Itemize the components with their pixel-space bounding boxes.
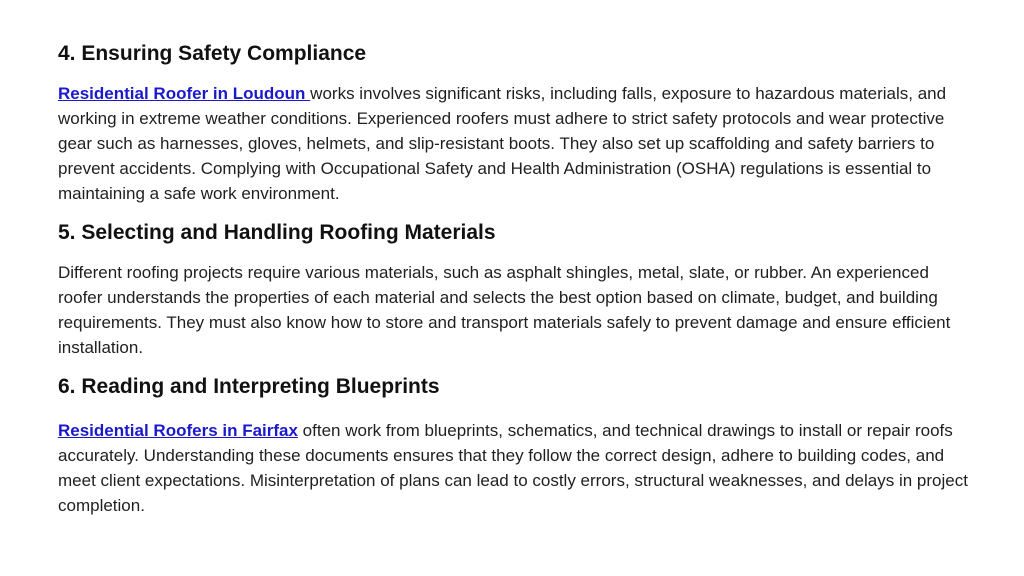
residential-roofers-fairfax-link[interactable]: Residential Roofers in Fairfax [58, 421, 298, 440]
section-body-text: works involves significant risks, including falls, exposure to hazardous materials, and working in extreme weather conditions. Experienced roofers must adhere to strict safety protocols and wear protective gear such as harnesses, gloves, helmets, and slip-resistant boots. They also set up scaffolding and safety barriers to prevent accidents. Complying with Occupational Safety and Health Administration (OSHA) regulations is essential to maintaining a safe work environment. [58, 84, 947, 203]
residential-roofer-loudoun-link[interactable]: Residential Roofer in Loudoun [58, 84, 311, 103]
section-heading-blueprints: 6. Reading and Interpreting Blueprints [58, 375, 440, 398]
section-body-safety-compliance [58, 81, 968, 206]
section-body-blueprints [58, 418, 968, 518]
section-heading-roofing-materials: 5. Selecting and Handling Roofing Materials [58, 221, 496, 244]
document-page [58, 40, 968, 518]
section-body-text: often work from blueprints, schematics, and technical drawings to install or repair roofs accurately. Understanding these documents ensures that they follow the correct design, adhere to building codes, and meet client expectations. Misinterpretation of plans can lead to costly errors, structural weaknesses, and delays in project completion. [58, 421, 968, 515]
section-heading-safety-compliance: 4. Ensuring Safety Compliance [58, 42, 367, 65]
section-body-roofing-materials: Different roofing projects require various materials, such as asphalt shingles, metal, slate, or rubber. An experienced roofer understands the properties of each material and selects the best option based on climate, budget, and building requirements. They must also know how to store and transport materials safely to prevent damage and ensure efficient installation. [58, 263, 951, 357]
